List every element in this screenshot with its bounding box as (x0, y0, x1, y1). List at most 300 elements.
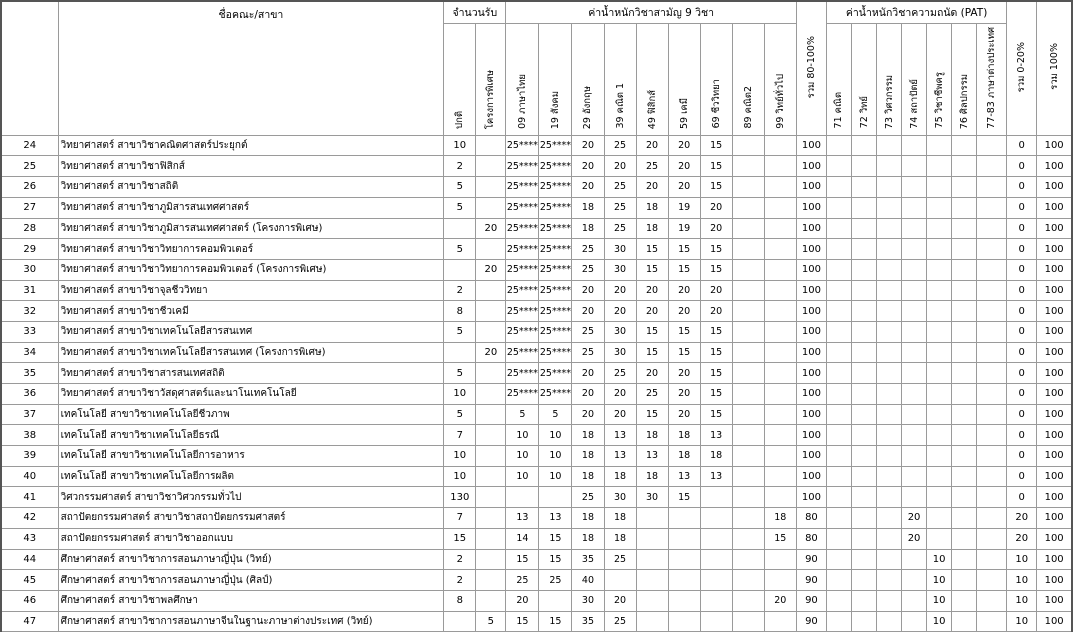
quota-special-cell: 20 (476, 218, 506, 239)
pat-weight-cell (877, 135, 902, 156)
core-weight-cell (539, 590, 572, 611)
core-weight-cell: 30 (636, 487, 668, 508)
pat-weight-cell (826, 528, 851, 549)
core-weight-cell: 25**** (506, 363, 539, 384)
pat-weight-cell (977, 590, 1007, 611)
row-number: 41 (1, 487, 58, 508)
core-weight-cell: 25**** (539, 301, 572, 322)
core-weight-cell: 25 (572, 487, 604, 508)
pat-weight-cell (826, 135, 851, 156)
pat-weight-cell (977, 549, 1007, 570)
pat-weight-cell (851, 425, 876, 446)
pat-weight-cell (952, 466, 977, 487)
core-weight-cell: 10 (506, 446, 539, 467)
pat-weight-cell (977, 384, 1007, 405)
sum-80-100-cell: 100 (796, 384, 826, 405)
core-weight-cell (732, 466, 764, 487)
core-weight-cell: 10 (506, 425, 539, 446)
quota-normal-cell: 10 (444, 446, 476, 467)
core-weight-cell: 18 (572, 218, 604, 239)
sum-0-20-cell: 0 (1007, 425, 1037, 446)
pat-weight-cell (851, 321, 876, 342)
total-cell: 100 (1037, 590, 1072, 611)
pat-weight-cell (927, 156, 952, 177)
pat-weight-cell (902, 239, 927, 260)
pat-weight-cell (977, 404, 1007, 425)
pat-weight-cell (902, 384, 927, 405)
table-row (1, 487, 1072, 508)
core-weight-cell: 13 (506, 508, 539, 529)
core-weight-cell: 25**** (506, 239, 539, 260)
row-number: 28 (1, 218, 58, 239)
sum-80-100-cell: 100 (796, 342, 826, 363)
quota-normal-cell: 2 (444, 280, 476, 301)
total-cell: 100 (1037, 425, 1072, 446)
pat-weight-cell (902, 570, 927, 591)
core-weight-cell: 35 (572, 611, 604, 632)
core-weights-header: ค่าน้ำหนักวิชาสามัญ 9 วิชา (506, 1, 797, 24)
core-weight-cell (732, 570, 764, 591)
pat-weight-cell (877, 363, 902, 384)
core-weight-cell: 25**** (539, 280, 572, 301)
core-weight-cell: 25 (506, 570, 539, 591)
pat-weight-cell (977, 342, 1007, 363)
quota-special-cell (476, 570, 506, 591)
core-weight-cell: 25 (604, 177, 636, 198)
pat-weight-cell (952, 301, 977, 322)
pat-weight-cell (877, 239, 902, 260)
quota-normal-cell: 7 (444, 508, 476, 529)
sum-80-100-cell: 100 (796, 156, 826, 177)
total-cell: 100 (1037, 321, 1072, 342)
pat-weight-cell (877, 177, 902, 198)
pat-weight-cell (851, 156, 876, 177)
pat-weight-cell (851, 301, 876, 322)
core-weight-cell: 20 (668, 135, 700, 156)
core-weight-cell (700, 570, 732, 591)
subject-header: 29 อังกฤษ (572, 24, 604, 136)
quota-special-cell: 5 (476, 611, 506, 632)
pat-weight-cell (851, 466, 876, 487)
pat-weight-cell (877, 259, 902, 280)
quota-special-cell (476, 549, 506, 570)
pat-weight-cell (851, 508, 876, 529)
quota-normal-cell: 5 (444, 197, 476, 218)
pat-weight-cell: 10 (927, 549, 952, 570)
sum-0-20-cell: 0 (1007, 487, 1037, 508)
core-weight-cell: 10 (539, 425, 572, 446)
row-faculty-name: วิทยาศาสตร์ สาขาวิชาคณิตศาสตร์ประยุกต์ (58, 135, 444, 156)
pat-weight-cell (927, 197, 952, 218)
pat-weight-cell (902, 487, 927, 508)
row-number: 34 (1, 342, 58, 363)
pat-weight-cell (877, 156, 902, 177)
core-weight-cell: 15 (636, 239, 668, 260)
pat-weight-cell: 20 (902, 508, 927, 529)
sum-80-100-cell: 80 (796, 508, 826, 529)
row-faculty-name: ศึกษาศาสตร์ สาขาวิชาการสอนภาษาจีนในฐานะภาษาต่างประเทศ (วิทย์) (58, 611, 444, 632)
table-row (1, 363, 1072, 384)
core-weight-cell: 13 (604, 446, 636, 467)
core-weight-cell: 25 (604, 218, 636, 239)
pat-weight-cell (977, 177, 1007, 198)
quota-special-cell (476, 425, 506, 446)
table-row (1, 259, 1072, 280)
core-weight-cell: 18 (604, 466, 636, 487)
core-weight-cell: 15 (636, 342, 668, 363)
core-weight-cell: 25**** (539, 239, 572, 260)
sum-80-100-cell: 100 (796, 425, 826, 446)
core-weight-cell: 15 (700, 404, 732, 425)
core-weight-cell: 13 (700, 425, 732, 446)
pat-weight-cell (952, 590, 977, 611)
subject-header: 69 ชีววิทยา (700, 24, 732, 136)
pat-weight-cell (952, 487, 977, 508)
core-weight-cell: 15 (636, 259, 668, 280)
pat-weight-cell (851, 570, 876, 591)
row-faculty-name: เทคโนโลยี สาขาวิชาเทคโนโลยีชีวภาพ (58, 404, 444, 425)
pat-weight-cell (977, 611, 1007, 632)
pat-weight-cell (826, 404, 851, 425)
pat-weight-cell (902, 425, 927, 446)
quota-special-cell (476, 197, 506, 218)
core-weight-cell (732, 404, 764, 425)
pat-weight-cell (877, 197, 902, 218)
core-weight-cell: 20 (668, 280, 700, 301)
core-weight-cell: 15 (700, 321, 732, 342)
sum-100-header: รวม 100% (1037, 1, 1072, 135)
pat-weight-cell (877, 466, 902, 487)
subject-header: 19 สังคม (539, 24, 572, 136)
core-weight-cell: 18 (604, 508, 636, 529)
sum-0-20-cell: 0 (1007, 280, 1037, 301)
quota-normal-cell: 10 (444, 466, 476, 487)
pat-weight-cell (826, 487, 851, 508)
core-weight-cell (700, 528, 732, 549)
quota-normal-cell: 5 (444, 404, 476, 425)
row-faculty-name: ศึกษาศาสตร์ สาขาวิชาพลศึกษา (58, 590, 444, 611)
core-weight-cell: 20 (604, 280, 636, 301)
quota-special-cell (476, 384, 506, 405)
pat-weight-cell (952, 384, 977, 405)
pat-weight-cell (927, 135, 952, 156)
row-faculty-name: ศึกษาศาสตร์ สาขาวิชาการสอนภาษาญี่ปุ่น (ศิลป์) (58, 570, 444, 591)
sum-80-100-header: รวม 80-100% (796, 1, 826, 135)
sum-0-20-cell: 0 (1007, 218, 1037, 239)
sum-80-100-cell: 100 (796, 239, 826, 260)
core-weight-cell (506, 487, 539, 508)
core-weight-cell: 20 (604, 590, 636, 611)
core-weight-cell: 18 (636, 466, 668, 487)
quota-special-cell (476, 508, 506, 529)
pat-weight-cell (851, 197, 876, 218)
row-faculty-name: เทคโนโลยี สาขาวิชาเทคโนโลยีการอาหาร (58, 446, 444, 467)
quota-special-cell: 20 (476, 342, 506, 363)
sum-0-20-cell: 10 (1007, 570, 1037, 591)
row-number: 31 (1, 280, 58, 301)
pat-weight-cell (927, 425, 952, 446)
pat-weight-cell (977, 363, 1007, 384)
core-weight-cell: 18 (636, 218, 668, 239)
pat-weight-cell (952, 363, 977, 384)
row-number: 42 (1, 508, 58, 529)
pat-weight-cell (877, 342, 902, 363)
core-weight-cell: 5 (506, 404, 539, 425)
pat-weight-cell (826, 156, 851, 177)
core-weight-cell: 20 (604, 404, 636, 425)
row-faculty-name: เทคโนโลยี สาขาวิชาเทคโนโลยีธรณี (58, 425, 444, 446)
core-weight-cell: 25**** (539, 156, 572, 177)
pat-weight-cell (877, 611, 902, 632)
core-weight-cell (764, 549, 796, 570)
core-weight-cell: 18 (572, 528, 604, 549)
pat-weight-cell (902, 549, 927, 570)
sum-80-100-cell: 100 (796, 363, 826, 384)
row-faculty-name: วิทยาศาสตร์ สาขาวิชาสถิติ (58, 177, 444, 198)
row-number: 47 (1, 611, 58, 632)
pat-weight-cell (902, 611, 927, 632)
sum-80-100-cell: 100 (796, 259, 826, 280)
table-row (1, 404, 1072, 425)
pat-weight-cell (952, 528, 977, 549)
sum-0-20-cell: 0 (1007, 363, 1037, 384)
pat-weight-cell (977, 466, 1007, 487)
sum-80-100-cell: 100 (796, 280, 826, 301)
core-weight-cell: 25 (539, 570, 572, 591)
sum-0-20-cell: 0 (1007, 466, 1037, 487)
core-weight-cell (764, 466, 796, 487)
pat-weight-cell (826, 342, 851, 363)
pat-weight-cell (851, 611, 876, 632)
total-cell: 100 (1037, 135, 1072, 156)
quota-normal-cell: 130 (444, 487, 476, 508)
pat-weight-cell (977, 425, 1007, 446)
core-weight-cell: 20 (764, 590, 796, 611)
core-weight-cell: 20 (636, 301, 668, 322)
quota-normal-cell: 2 (444, 549, 476, 570)
total-cell: 100 (1037, 177, 1072, 198)
pat-weight-cell (977, 135, 1007, 156)
pat-weight-cell (977, 487, 1007, 508)
pat-weight-cell (826, 590, 851, 611)
quota-normal-cell (444, 218, 476, 239)
core-weight-cell (636, 508, 668, 529)
total-cell: 100 (1037, 280, 1072, 301)
core-weight-cell (700, 549, 732, 570)
core-weight-cell (732, 218, 764, 239)
total-cell: 100 (1037, 528, 1072, 549)
pat-weight-cell (927, 301, 952, 322)
core-weight-cell: 18 (700, 446, 732, 467)
core-weight-cell (764, 301, 796, 322)
sum-80-100-cell: 100 (796, 446, 826, 467)
core-weight-cell: 15 (636, 321, 668, 342)
core-weight-cell: 30 (604, 342, 636, 363)
pat-weight-cell (877, 425, 902, 446)
table-row (1, 218, 1072, 239)
core-weight-cell: 25**** (506, 218, 539, 239)
core-weight-cell (732, 197, 764, 218)
pat-header: 74 สถาปัตย์ (902, 24, 927, 136)
sum-0-20-cell: 0 (1007, 259, 1037, 280)
core-weight-cell (764, 321, 796, 342)
pat-weight-cell (952, 177, 977, 198)
core-weight-cell (604, 570, 636, 591)
pat-weight-cell (927, 239, 952, 260)
row-number: 27 (1, 197, 58, 218)
core-weight-cell: 5 (539, 404, 572, 425)
core-weight-cell (764, 177, 796, 198)
pat-weight-cell (952, 197, 977, 218)
quota-special-cell (476, 301, 506, 322)
pat-weight-cell (877, 590, 902, 611)
sum-0-20-cell: 20 (1007, 508, 1037, 529)
core-weight-cell: 30 (572, 590, 604, 611)
quota-normal-cell: 10 (444, 384, 476, 405)
core-weight-cell: 10 (506, 466, 539, 487)
core-weight-cell: 18 (572, 508, 604, 529)
sum-80-100-cell: 100 (796, 177, 826, 198)
table-row (1, 197, 1072, 218)
core-weight-cell: 25**** (539, 135, 572, 156)
quota-special-cell (476, 177, 506, 198)
core-weight-cell: 15 (700, 239, 732, 260)
pat-weight-cell (977, 301, 1007, 322)
pat-weight-cell (826, 301, 851, 322)
core-weight-cell: 20 (668, 177, 700, 198)
core-weight-cell: 25**** (506, 197, 539, 218)
pat-header: 77-83 ภาษาต่างประเทศ (977, 24, 1007, 136)
core-weight-cell (732, 259, 764, 280)
pat-weight-cell (952, 404, 977, 425)
core-weight-cell: 13 (668, 466, 700, 487)
sum-0-20-cell: 0 (1007, 384, 1037, 405)
total-cell: 100 (1037, 384, 1072, 405)
sum-80-100-cell: 100 (796, 404, 826, 425)
core-weight-cell: 25**** (539, 342, 572, 363)
total-cell: 100 (1037, 342, 1072, 363)
table-row (1, 590, 1072, 611)
sum-0-20-cell: 0 (1007, 239, 1037, 260)
core-weight-cell: 15 (700, 135, 732, 156)
core-weight-cell: 18 (668, 425, 700, 446)
table-body (1, 135, 1072, 632)
sum-0-20-cell: 0 (1007, 446, 1037, 467)
pat-weight-cell (902, 197, 927, 218)
sum-0-20-cell: 10 (1007, 549, 1037, 570)
core-weight-cell (732, 446, 764, 467)
pat-header: 72 วิทย์ (851, 24, 876, 136)
pat-weight-cell (952, 280, 977, 301)
core-weight-cell: 25**** (506, 259, 539, 280)
core-weight-cell (732, 384, 764, 405)
pat-header: 73 วิศวกรรม (877, 24, 902, 136)
core-weight-cell (764, 156, 796, 177)
quota-special-cell (476, 487, 506, 508)
pat-weight-cell (927, 528, 952, 549)
pat-weight-cell (977, 218, 1007, 239)
core-weight-cell: 13 (604, 425, 636, 446)
total-cell: 100 (1037, 508, 1072, 529)
pat-weight-cell (826, 466, 851, 487)
pat-weight-cell (851, 446, 876, 467)
core-weight-cell (764, 259, 796, 280)
pat-weight-cell (826, 259, 851, 280)
pat-weight-cell (851, 342, 876, 363)
total-cell: 100 (1037, 363, 1072, 384)
pat-weight-cell (826, 218, 851, 239)
core-weight-cell: 15 (506, 549, 539, 570)
quota-normal-cell (444, 342, 476, 363)
quota-special-cell: 20 (476, 259, 506, 280)
core-weight-cell (636, 611, 668, 632)
core-weight-cell: 25**** (539, 384, 572, 405)
core-weight-cell (636, 528, 668, 549)
subject-header: 39 คณิต 1 (604, 24, 636, 136)
subject-header: 99 วิทย์ทั่วไป (764, 24, 796, 136)
pat-weight-cell (952, 425, 977, 446)
row-number: 26 (1, 177, 58, 198)
sum-0-20-cell: 0 (1007, 135, 1037, 156)
pat-weight-cell (851, 239, 876, 260)
core-weight-cell (732, 611, 764, 632)
core-weight-cell (732, 342, 764, 363)
total-cell: 100 (1037, 549, 1072, 570)
no-header (1, 1, 58, 135)
pat-weight-cell (927, 321, 952, 342)
pat-weight-cell (902, 466, 927, 487)
core-weight-cell: 25 (572, 321, 604, 342)
pat-weight-cell (952, 446, 977, 467)
pat-weight-cell (877, 280, 902, 301)
pat-weight-cell (927, 384, 952, 405)
table-row (1, 321, 1072, 342)
pat-weight-cell: 20 (902, 528, 927, 549)
core-weight-cell: 20 (604, 301, 636, 322)
pat-weight-cell (927, 177, 952, 198)
pat-weight-cell (902, 280, 927, 301)
core-weight-cell (732, 301, 764, 322)
core-weight-cell: 20 (572, 156, 604, 177)
row-number: 25 (1, 156, 58, 177)
row-number: 40 (1, 466, 58, 487)
core-weight-cell (732, 590, 764, 611)
core-weight-cell: 30 (604, 259, 636, 280)
core-weight-cell: 18 (636, 425, 668, 446)
quota-special-cell (476, 404, 506, 425)
row-faculty-name: สถาปัตยกรรมศาสตร์ สาขาวิชาสถาปัตยกรรมศาสตร์ (58, 508, 444, 529)
row-faculty-name: วิทยาศาสตร์ สาขาวิชาจุลชีววิทยา (58, 280, 444, 301)
quota-special-cell (476, 363, 506, 384)
quota-normal-cell: 2 (444, 570, 476, 591)
total-cell: 100 (1037, 218, 1072, 239)
core-weight-cell: 30 (604, 321, 636, 342)
pat-weight-cell (977, 259, 1007, 280)
core-weight-cell: 15 (700, 342, 732, 363)
sum-80-100-cell: 90 (796, 590, 826, 611)
pat-weight-cell (902, 446, 927, 467)
sum-0-20-cell: 0 (1007, 197, 1037, 218)
core-weight-cell: 15 (700, 177, 732, 198)
core-weight-cell: 15 (636, 404, 668, 425)
pat-weight-cell (877, 218, 902, 239)
subject-header: 89 คณิต2 (732, 24, 764, 136)
core-weight-cell: 13 (539, 508, 572, 529)
core-weight-cell (636, 549, 668, 570)
core-weight-cell: 25 (604, 549, 636, 570)
pat-weight-cell (952, 570, 977, 591)
sum-0-20-cell: 0 (1007, 404, 1037, 425)
